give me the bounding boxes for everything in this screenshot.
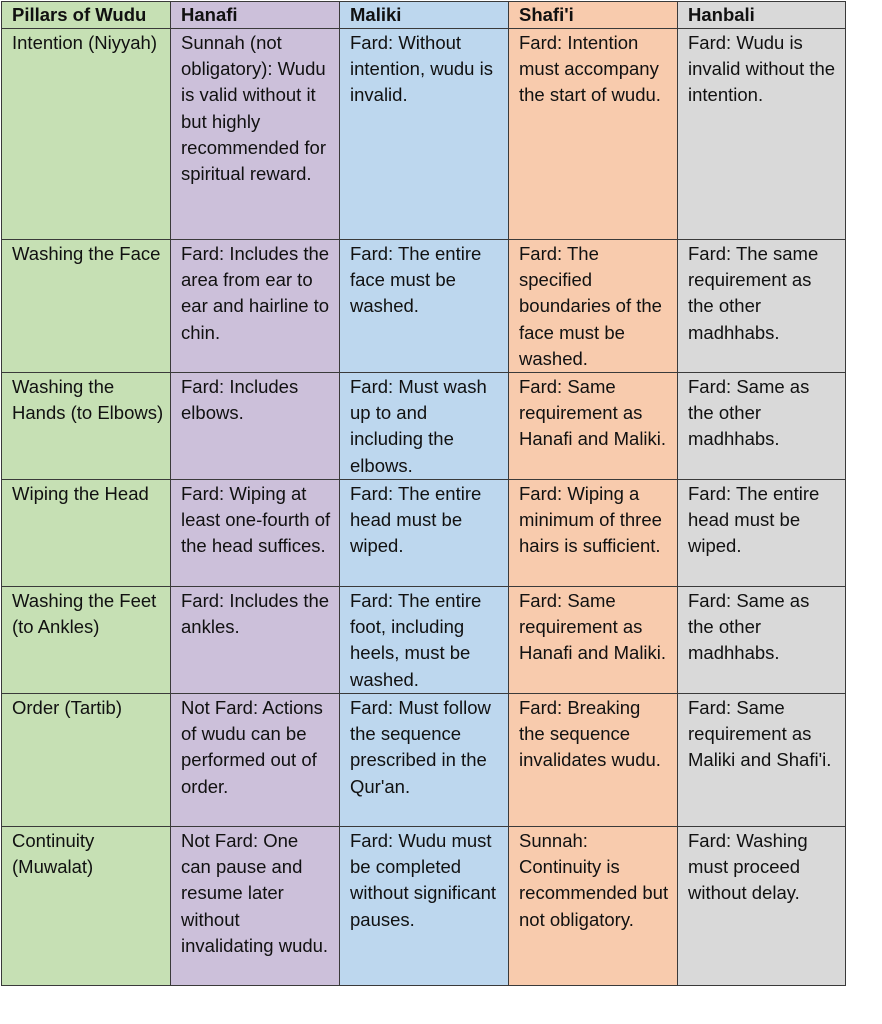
table-header [2, 2, 846, 29]
shafii-cell: Fard: Breaking the sequence invalidates wudu. [509, 694, 678, 827]
hanafi-cell: Fard: Includes elbows. [171, 373, 340, 480]
maliki-cell: Fard: Without intention, wudu is invalid. [340, 29, 509, 240]
maliki-cell: Fard: The entire head must be wiped. [340, 480, 509, 587]
hanbali-cell: Fard: Same as the other madhhabs. [678, 373, 846, 480]
shafii-cell: Fard: Same requirement as Hanafi and Maliki. [509, 373, 678, 480]
table-row [2, 240, 846, 373]
pillar-cell: Washing the Hands (to Elbows) [2, 373, 171, 480]
shafii-cell: Fard: Same requirement as Hanafi and Maliki. [509, 587, 678, 694]
maliki-cell: Fard: Wudu must be completed without significant pauses. [340, 827, 509, 986]
pillar-cell: Order (Tartib) [2, 694, 171, 827]
header-maliki: Maliki [340, 2, 509, 29]
pillar-cell: Washing the Face [2, 240, 171, 373]
maliki-cell: Fard: Must follow the sequence prescribed in the Qur'an. [340, 694, 509, 827]
table-row [2, 587, 846, 694]
madhhab-comparison-table [1, 1, 846, 986]
hanbali-cell: Fard: The entire head must be wiped. [678, 480, 846, 587]
table-row [2, 827, 846, 986]
header-pillars: Pillars of Wudu [2, 2, 171, 29]
hanafi-cell: Fard: Wiping at least one-fourth of the head suffices. [171, 480, 340, 587]
table-row [2, 480, 846, 587]
shafii-cell: Fard: Wiping a minimum of three hairs is sufficient. [509, 480, 678, 587]
header-shafii: Shafi'i [509, 2, 678, 29]
hanbali-cell: Fard: Wudu is invalid without the intention. [678, 29, 846, 240]
hanbali-cell: Fard: The same requirement as the other madhhabs. [678, 240, 846, 373]
maliki-cell: Fard: Must wash up to and including the elbows. [340, 373, 509, 480]
hanafi-cell: Sunnah (not obligatory): Wudu is valid without it but highly recommended for spiritual reward. [171, 29, 340, 240]
shafii-cell: Fard: Intention must accompany the start of wudu. [509, 29, 678, 240]
pillar-cell: Intention (Niyyah) [2, 29, 171, 240]
pillar-cell: Continuity (Muwalat) [2, 827, 171, 986]
maliki-cell: Fard: The entire face must be washed. [340, 240, 509, 373]
hanafi-cell: Not Fard: One can pause and resume later without invalidating wudu. [171, 827, 340, 986]
header-hanbali: Hanbali [678, 2, 846, 29]
header-row [2, 2, 846, 29]
header-hanafi: Hanafi [171, 2, 340, 29]
pillar-cell: Wiping the Head [2, 480, 171, 587]
table-row [2, 694, 846, 827]
hanafi-cell: Fard: Includes the ankles. [171, 587, 340, 694]
hanafi-cell: Not Fard: Actions of wudu can be performed out of order. [171, 694, 340, 827]
shafii-cell: Fard: The specified boundaries of the face must be washed. [509, 240, 678, 373]
hanbali-cell: Fard: Same requirement as Maliki and Shafi'i. [678, 694, 846, 827]
hanafi-cell: Fard: Includes the area from ear to ear and hairline to chin. [171, 240, 340, 373]
table-body [2, 29, 846, 986]
hanbali-cell: Fard: Washing must proceed without delay. [678, 827, 846, 986]
table-row [2, 373, 846, 480]
table-row [2, 29, 846, 240]
maliki-cell: Fard: The entire foot, including heels, must be washed. [340, 587, 509, 694]
shafii-cell: Sunnah: Continuity is recommended but not obligatory. [509, 827, 678, 986]
pillar-cell: Washing the Feet (to Ankles) [2, 587, 171, 694]
hanbali-cell: Fard: Same as the other madhhabs. [678, 587, 846, 694]
